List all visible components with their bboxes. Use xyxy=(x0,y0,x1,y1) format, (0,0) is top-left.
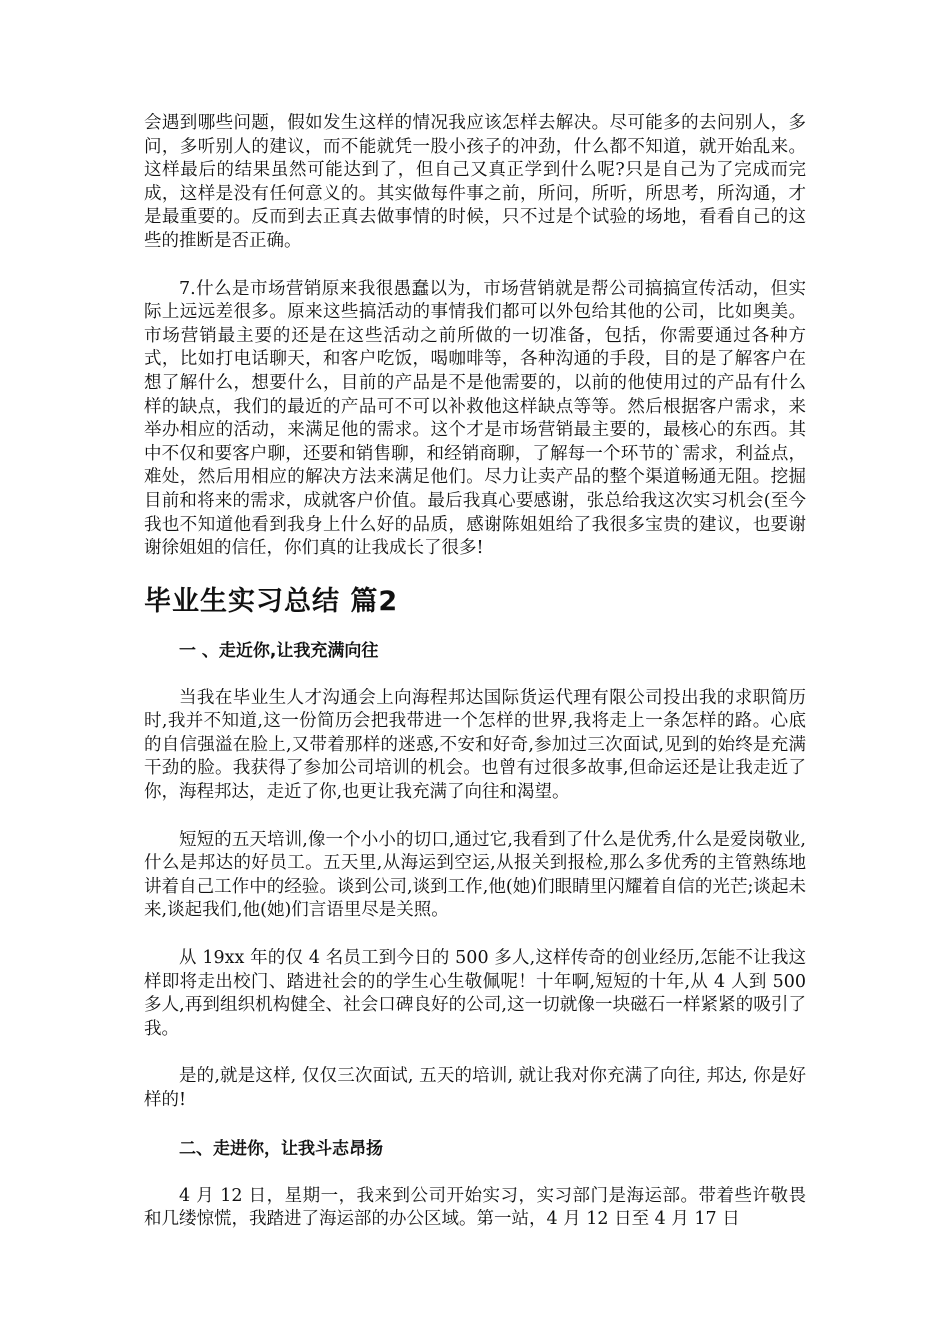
paragraph-gap xyxy=(144,254,806,278)
section-title: 毕业生实习总结 篇2 xyxy=(144,585,399,617)
paragraph-gap xyxy=(144,1161,806,1185)
subheading-2: 二、走进你，让我斗志昂扬 xyxy=(179,1138,383,1159)
paragraph-gap xyxy=(144,923,806,947)
document-body xyxy=(144,112,806,1232)
paragraph-continued: 会遇到哪些问题，假如发生这样的情况我应该怎样去解决。尽可能多的去问别人，多问，多听别人的建议，而不能就凭一股小孩子的冲劲，什么都不知道，就开始乱来。这样最后的结果虽然可能达到了，但自己又真正学到什么呢?只是自己为了完成而完成，这样是没有任何意义的。其实做每件事之前，所问，所听，所思考，所沟通，才是最重要的。反而到去正真去做事情的时候，只不过是个试验的场地，看看自己的这些的推断是否正确。 xyxy=(144,113,806,251)
paragraph-gap xyxy=(144,1113,806,1137)
paragraph: 当我在毕业生人才沟通会上向海程邦达国际货运代理有限公司投出我的求职简历时,我并不知道,这一份简历会把我带进一个怎样的世界,我将走上一条怎样的路。心底的自信强溢在脸上,又带着那样的迷惑,不安和好奇,参加过三次面试,见到的始终是充满干劲的脸。我获得了参加公司培训的机会。也曾有过很多故事,但命运还是让我走近了你，海程邦达，走近了你,也更让我充满了向往和渴望。 xyxy=(144,687,806,803)
paragraph: 是的,就是这样, 仅仅三次面试, 五天的培训, 就让我对你充满了向往, 邦达, 你是好样的! xyxy=(144,1066,806,1110)
paragraph-marketing: 7.什么是市场营销原来我很愚蠢以为，市场营销就是帮公司搞搞宣传活动，但实际上远远差很多。原来这些搞活动的事情我们都可以外包给其他的公司，比如奥美。市场营销最主要的还是在这些活动之前所做的一切准备，包括，你需要通过各种方式，比如打电话聊天，和客户吃饭，喝咖啡等，各种沟通的手段，目的是了解客户在想了解什么，想要什么，目前的产品是不是他需要的，以前的他使用过的产品有什么样的缺点，我们的最近的产品可不可以补救他这样缺点等等。然后根据客户需求，来举办相应的活动，来满足他的需求。这个才是市场营销最主要的，最核心的东西。其中不仅和要客户聊，还要和销售聊，和经销商聊，了解每一个环节的`需求，利益点，难处，然后用相应的解决方法来满足他们。尽力让卖产品的整个渠道畅通无阻。挖掘目前和将来的需求，成就客户价值。最后我真心要感谢，张总给我这次实习机会(至今我也不知道他看到我身上什么好的品质，感谢陈姐姐给了我很多宝贵的建议，也要谢谢徐姐姐的信任，你们真的让我成长了很多! xyxy=(144,278,806,559)
subheading-1: 一 、走近你,让我充满向往 xyxy=(179,640,379,661)
paragraph-gap xyxy=(144,663,806,687)
paragraph: 短短的五天培训,像一个小小的切口,通过它,我看到了什么是优秀,什么是爱岗敬业,什么是邦达的好员工。五天里,从海运到空运,从报关到报检,那么多优秀的主管熟练地讲着自己工作中的经验。谈到公司,谈到工作,他(她)们眼睛里闪耀着自信的光芒;谈起未来,谈起我们,他(她)们言语里尽是关照。 xyxy=(144,829,806,921)
paragraph-gap xyxy=(144,1041,806,1065)
paragraph: 从 19xx 年的仅 4 名员工到今日的 500 多人,这样传奇的创业经历,怎能不让我这样即将走出校门、踏进社会的的学生心生敬佩呢！十年啊,短短的十年,从 4 人到 500 多人,再到组织机构健全、社会口碑良好的公司,这一切就像一块磁石一样紧紧的吸引了我。 xyxy=(144,948,806,1039)
paragraph-gap xyxy=(144,805,806,829)
paragraph: 4 月 12 日，星期一，我来到公司开始实习，实习部门是海运部。带着些许敬畏和几缕惊慌，我踏进了海运部的办公区域。第一站，4 月 12 日至 4 月 17 日 xyxy=(144,1185,806,1230)
